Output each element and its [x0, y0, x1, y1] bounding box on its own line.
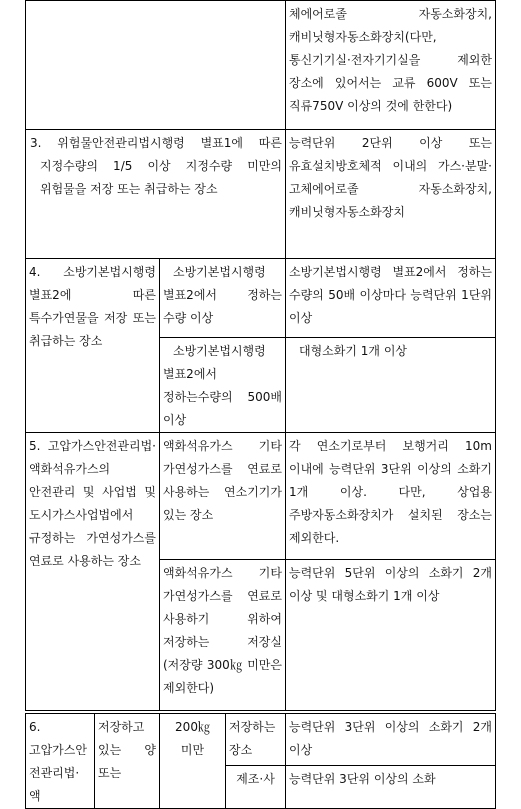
table-cell-condition: 소방기본법시행령 별표2에서 정하는수량의 500배 이상 [160, 338, 286, 433]
table-row [26, 259, 496, 338]
table-row [26, 714, 496, 766]
table-cell-location: 3. 위험물안전관리법시행령 별표1에 따른 지정수량의 1/5 이상 지정수량 미만의 위험물을 저장 또는 취급하는 장소 [26, 130, 286, 259]
table-cell-condition: 소방기본법시행령 별표2에서 정하는 수량 이상 [160, 259, 286, 338]
table-cell-condition: 액화석유가스 기타 가연성가스를 연료로 사용하는 연소기기가 있는 장소 [160, 433, 286, 560]
table-cell-extinguisher: 능력단위 3단위 이상의 소화기 2개 이상 [286, 714, 496, 766]
table-cell-quantity: 저장하고 있는 양 또는 [95, 714, 160, 809]
table-row [26, 1, 496, 130]
table-cell-location [26, 1, 286, 130]
table-row [26, 433, 496, 560]
table-cell-extinguisher: 각 연소기로부터 보행거리 10m 이내에 능력단위 3단위 이상의 소화기 1개 이상. 다만, 상업용 주방자동소화장치가 설치된 장소는 제외한다. [286, 433, 496, 560]
table-row [26, 130, 496, 259]
table-cell-extinguisher: 능력단위 2단위 이상 또는 유효설치방호체적 이내의 가스·분말·고체에어로졸 자동소화장치, 캐비닛형자동소화장치 [286, 130, 496, 259]
table-cell-condition: 액화석유가스 기타 가연성가스를 연료로 사용하기 위하여 저장하는 저장실(저장량 300㎏ 미만은 제외한다) [160, 560, 286, 711]
table-cell-location: 4. 소방기본법시행령 별표2에 따른 특수가연물을 저장 또는 취급하는 장소 [26, 259, 160, 433]
table-cell-location: 6. 고압가스안전관리법· 액 [26, 714, 95, 809]
table-cell-extinguisher: 능력단위 5단위 이상의 소화기 2개 이상 및 대형소화기 1개 이상 [286, 560, 496, 711]
table-cell-location: 5. 고압가스안전관리법·액화석유가스의 안전관리 및 사업법 및 도시가스사업법에서 규정하는 가연성가스를 연료로 사용하는 장소 [26, 433, 160, 711]
table-cell-extinguisher: 능력단위 3단위 이상의 소화 [286, 765, 496, 808]
table-cell-extinguisher: 소방기본법시행령 별표2에서 정하는 수량의 50배 이상마다 능력단위 1단위 이상 [286, 259, 496, 338]
table-cell-condition: 제조·사 [226, 765, 286, 808]
table-cell-threshold: 200㎏ 미만 [160, 714, 226, 809]
table-cell-condition: 저장하는 장소 [226, 714, 286, 766]
table-cell-extinguisher: 체에어로졸 자동소화장치, 캐비닛형자동소화장치(다만, 통신기기실·전자기기실을 제외한 장소에 있어서는 교류 600V 또는 직류750V 이상의 것에 한한다) [286, 1, 496, 130]
table-cell-extinguisher: 대형소화기 1개 이상 [286, 338, 496, 433]
fire-extinguisher-installation-table [25, 0, 496, 809]
